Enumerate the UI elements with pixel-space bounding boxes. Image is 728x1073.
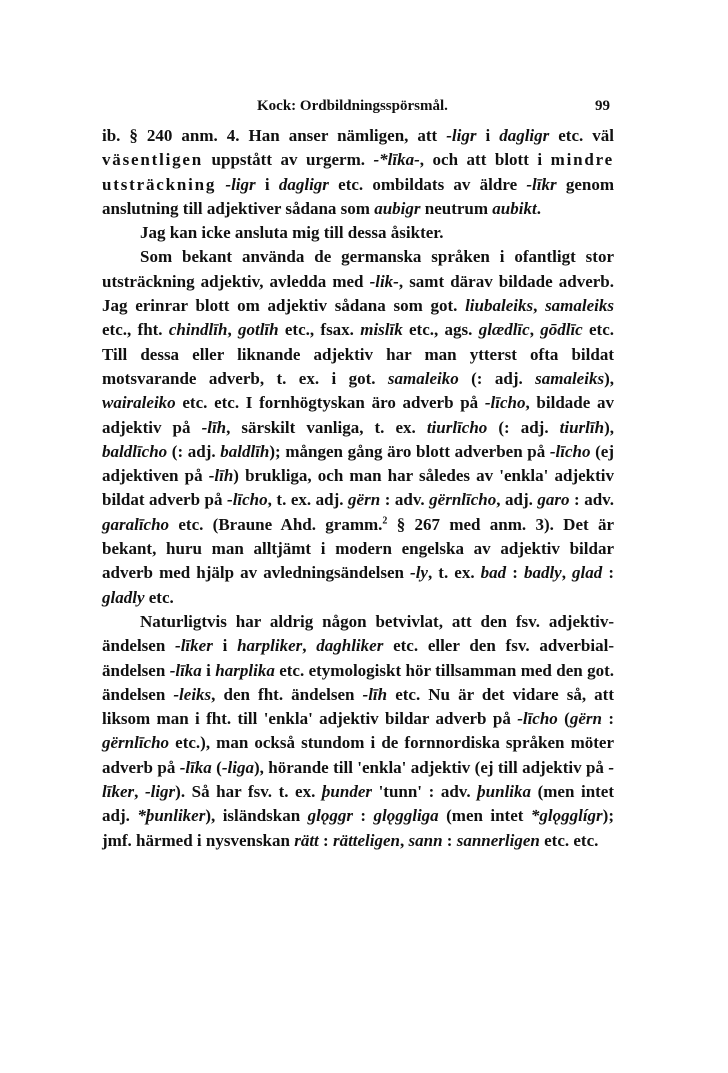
italic-term: -ligr	[225, 174, 256, 194]
text: .	[536, 198, 541, 218]
text: :	[506, 563, 524, 583]
italic-term: glad	[572, 563, 603, 583]
italic-term: garalīcho	[102, 514, 170, 534]
italic-term: -līka	[169, 660, 202, 680]
text: etc. etc.	[539, 830, 599, 850]
italic-term: -līker	[175, 636, 213, 656]
italic-term: *þunliker	[137, 806, 206, 826]
italic-term: samaleiks	[535, 368, 605, 388]
text: ,	[400, 830, 409, 850]
italic-term: baldlīcho	[102, 441, 168, 461]
text: ib. § 240 anm. 4. Han anser nämligen, att	[102, 126, 447, 145]
text: , t. ex. adj.	[267, 490, 349, 510]
italic-term: -leiks	[173, 684, 212, 704]
text: , samt därav bildade adverb. Jag erinrar blott om adjektiv sådana som got.	[102, 271, 614, 316]
italic-term: harplika	[215, 660, 275, 680]
text: ,	[533, 296, 546, 316]
text: (: adj.	[458, 368, 536, 388]
italic-term: tiurlīcho	[426, 417, 488, 437]
italic-term: -līcho	[517, 709, 558, 729]
text: i	[476, 126, 500, 145]
italic-term: sannerligen	[456, 830, 540, 850]
text: ),	[604, 417, 614, 437]
text: , t. ex.	[427, 563, 481, 583]
paragraph-1	[102, 124, 614, 221]
italic-term: mislīk	[360, 320, 403, 340]
text: 'tunn' : adv.	[372, 782, 478, 802]
text: :	[442, 830, 457, 850]
text: etc., ags.	[402, 320, 479, 340]
italic-term: -ly	[410, 563, 428, 583]
body-text	[102, 124, 614, 853]
text: , den fht. ändelsen	[211, 684, 363, 704]
italic-term: baldlīh	[220, 441, 270, 461]
italic-term: gōdlīc	[540, 320, 583, 340]
italic-term: bad	[480, 563, 507, 583]
italic-term: sann	[408, 830, 443, 850]
text: etc. etymologiskt hör tillsamman med den got. ändelsen	[102, 660, 614, 704]
text: etc. (Braune Ahd. gramm.	[169, 514, 383, 534]
text: etc. väl	[549, 126, 614, 145]
book-page	[102, 96, 614, 853]
text: (	[211, 757, 222, 777]
italic-term: samaleiks	[545, 296, 615, 316]
text: ), isländskan	[205, 806, 308, 826]
text: etc. ombildats av äldre	[328, 174, 527, 194]
text: , särskilt vanliga, t. ex.	[226, 417, 427, 437]
italic-term: dagligr	[499, 126, 550, 145]
text: :	[352, 806, 374, 826]
text: genom anslutning till adjektiver sådana som	[102, 174, 614, 218]
italic-term: -ligr	[144, 782, 176, 802]
text: etc. Till dessa eller liknande adjektiv har man ytterst ofta bildat motsvarande adverb, t. ex. i got.	[102, 320, 614, 388]
italic-term: -līka	[179, 757, 212, 777]
spaced-emphasis: mindre utsträckning	[102, 150, 615, 194]
running-header	[102, 96, 614, 124]
italic-term: wairaleiko	[102, 393, 176, 413]
italic-term: glǫggliga	[373, 806, 439, 826]
text: , adj.	[496, 490, 538, 510]
text: ,	[134, 782, 145, 802]
italic-term: aubigr	[374, 198, 421, 218]
text: uppstått av urgerm.	[203, 150, 374, 170]
text: ). Så har fsv. t. ex.	[175, 782, 322, 802]
paragraph-4	[102, 610, 614, 853]
italic-term: -līh	[208, 466, 234, 486]
text: (	[557, 709, 570, 729]
italic-term: gërn	[348, 490, 381, 510]
text: ), hörande till 'enkla' adjektiv (ej till adjektiv på	[253, 757, 609, 777]
italic-term: gërnlīcho	[429, 490, 497, 510]
text: (men intet	[438, 806, 531, 826]
italic-term: -lik-	[369, 271, 399, 291]
italic-term: -ligr	[446, 126, 477, 145]
text: :	[601, 709, 614, 729]
superscript-edition: 2	[382, 515, 388, 527]
text: § 267 med anm. 3). Det är bekant, huru man alltjämt i modern engelska av adjektiv bildar adverb med hjälp av avledningsändelsen	[102, 514, 615, 583]
italic-term: gërnlīcho	[102, 733, 170, 753]
page-number: 99	[595, 98, 610, 114]
italic-term: chindlīh	[168, 320, 228, 340]
italic-term: rätteligen	[332, 830, 401, 850]
italic-term: samaleiko	[387, 368, 459, 388]
italic-term: liubaleiks	[465, 296, 534, 316]
text: etc.), man också stundom i de fornnordiska språken möter adverb på	[102, 733, 614, 777]
italic-term: garo	[537, 490, 570, 510]
italic-term: glǫggr	[307, 806, 353, 826]
text: neutrum	[420, 198, 493, 218]
text: i	[201, 660, 216, 680]
text: etc., fsax.	[278, 320, 361, 340]
text: etc.	[144, 587, 174, 607]
italic-term: harpliker	[237, 636, 303, 656]
italic-term: þunlika	[477, 782, 532, 802]
text: i	[255, 174, 279, 194]
text: etc. Nu är det vidare så, att liksom man i fht. till 'enkla' adjektiv bildar adverb på	[102, 684, 614, 729]
italic-term: þunder	[321, 782, 372, 802]
text: ,	[561, 563, 573, 583]
text: :	[318, 830, 333, 850]
italic-term: -*līka-	[373, 150, 420, 170]
italic-term: tiurlīh	[559, 417, 605, 437]
text: (: adj.	[487, 417, 560, 437]
text: ,	[227, 320, 238, 340]
text: (men intet adj.	[102, 782, 615, 826]
italic-term: dagligr	[278, 174, 329, 194]
italic-term: -liga	[221, 757, 254, 777]
italic-term: gërn	[569, 709, 602, 729]
italic-term: *glǫgglígr	[530, 806, 603, 826]
text: (ej adjektiven på	[102, 441, 614, 486]
spaced-emphasis: väsentligen	[102, 150, 204, 170]
text: : adv.	[569, 490, 614, 510]
text: ),	[604, 368, 614, 388]
italic-term: -līcho	[227, 490, 268, 510]
paragraph-3	[102, 245, 614, 609]
italic-term: glædlīc	[478, 320, 530, 340]
text: ) brukliga, och man har således av 'enkla' adjektiv bildat adverb på	[102, 466, 614, 510]
text: ); mången gång äro blott adverben på	[269, 441, 550, 461]
italic-term: -līker	[102, 757, 614, 802]
italic-term: gladly	[102, 587, 145, 607]
italic-term: -līcho	[549, 441, 591, 461]
italic-term: badly	[523, 563, 562, 583]
text: (: adj.	[167, 441, 221, 461]
text: Naturligtvis har aldrig någon betvivlat, att den fsv. adjektiv-ändelsen	[102, 611, 614, 656]
text: :	[602, 563, 614, 583]
text: Som bekant använda de germanska språken i ofantligt stor utsträckning adjektiv, avledda med	[102, 247, 614, 291]
running-title: Kock: Ordbildningsspörsmål.	[257, 98, 448, 114]
text: , och att blott i	[419, 150, 551, 170]
italic-term: -līh	[201, 417, 227, 437]
italic-term: daghliker	[316, 636, 384, 656]
text: ); jmf. härmed i nysvenskan	[102, 806, 614, 850]
italic-term: -līcho	[484, 393, 526, 413]
text: : adv.	[380, 490, 430, 510]
italic-term: -līkr	[526, 174, 557, 194]
text: etc. eller den fsv. adverbial-ändelsen	[102, 636, 614, 680]
paragraph-2: Jag kan icke ansluta mig till dessa åsikter.	[140, 223, 444, 243]
italic-term: gotlīh	[237, 320, 279, 340]
italic-term: rätt	[294, 830, 319, 850]
italic-term: -līh	[362, 684, 388, 704]
text: etc., fht.	[102, 320, 169, 340]
text: ,	[302, 636, 317, 656]
text: , bildade av adjektiv på	[102, 393, 614, 437]
text: etc. etc. I fornhögtyskan äro adverb på	[175, 393, 485, 413]
italic-term: aubikt	[492, 198, 537, 218]
text: i	[212, 636, 238, 656]
text: ,	[529, 320, 541, 340]
